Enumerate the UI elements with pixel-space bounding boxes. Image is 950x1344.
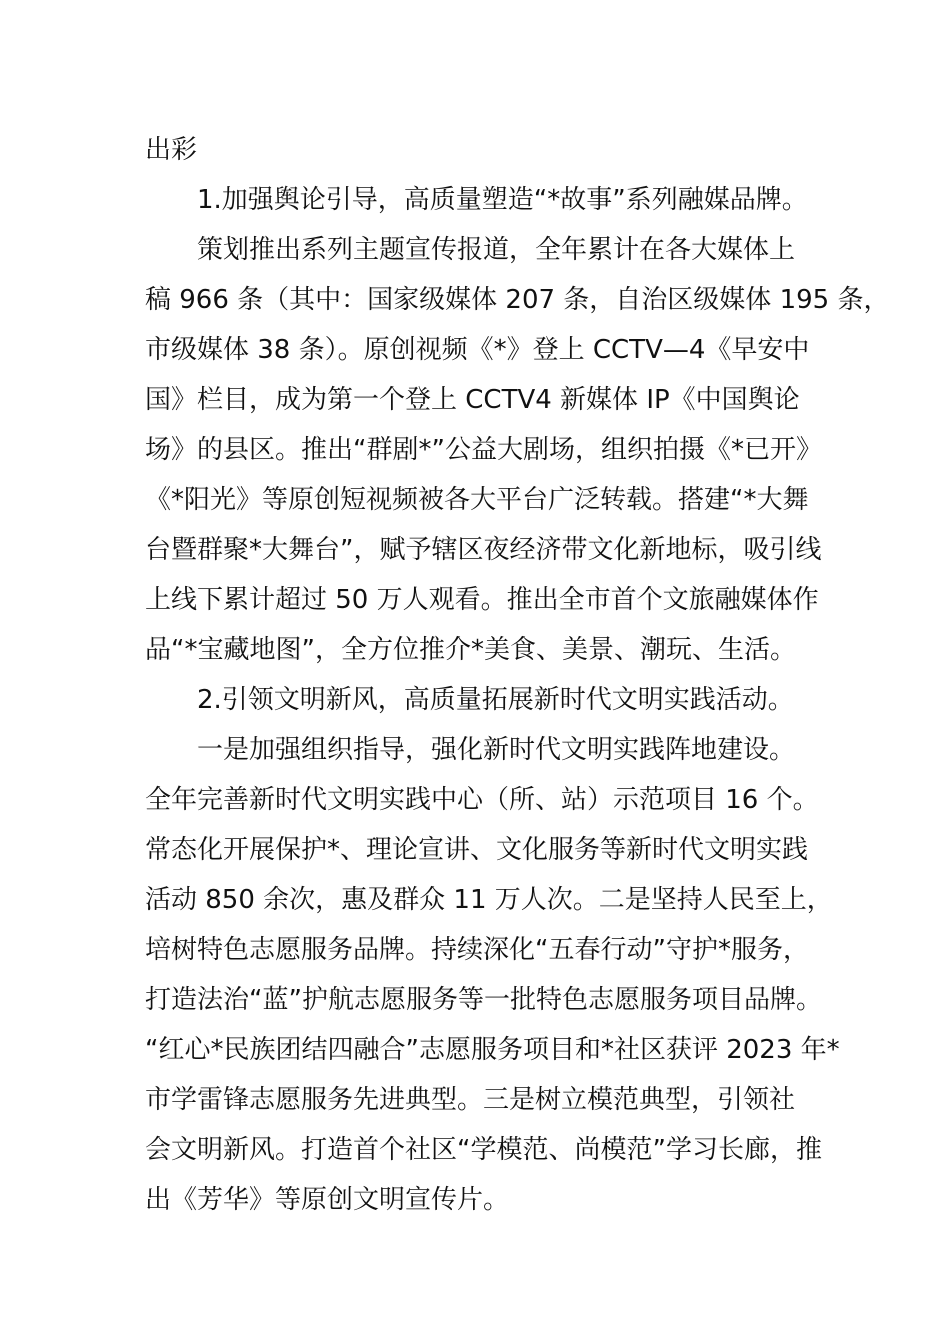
paragraph-line: 国》栏目，成为第一个登上 CCTV4 新媒体 IP《中国舆论 <box>145 385 800 415</box>
paragraph-line: 稿 966 条（其中：国家级媒体 207 条，自治区级媒体 195 条， <box>145 285 890 315</box>
paragraph-line: 市学雷锋志愿服务先进典型。三是树立模范典型，引领社 <box>145 1085 796 1115</box>
paragraph-line: 全年完善新时代文明实践中心（所、站）示范项目 16 个。 <box>145 785 819 815</box>
paragraph-line: 活动 850 余次，惠及群众 11 万人次。二是坚持人民至上， <box>145 885 833 915</box>
paragraph-line: 一是加强组织指导，强化新时代文明实践阵地建设。 <box>197 735 796 765</box>
paragraph-line: 策划推出系列主题宣传报道，全年累计在各大媒体上 <box>197 235 796 265</box>
paragraph-line: 市级媒体 38 条）。原创视频《*》登上 CCTV—4《早安中 <box>145 335 810 365</box>
paragraph-line: 台暨群聚*大舞台”，赋予辖区夜经济带文化新地标，吸引线 <box>145 535 822 565</box>
paragraph-line: 上线下累计超过 50 万人观看。推出全市首个文旅融媒体作 <box>145 585 819 615</box>
text-line: 出彩 <box>145 135 198 165</box>
paragraph-line: 品“*宝藏地图”，全方位推介*美食、美景、潮玩、生活。 <box>145 635 796 665</box>
paragraph-line: 《*阳光》等原创短视频被各大平台广泛转载。搭建“*大舞 <box>145 485 809 515</box>
section-heading-2: 2.引领文明新风，高质量拓展新时代文明实践活动。 <box>197 685 794 715</box>
paragraph-line: 场》的县区。推出“群剧*”公益大剧场，组织拍摄《*已开》 <box>145 435 822 465</box>
paragraph-line: 常态化开展保护*、理论宣讲、文化服务等新时代文明实践 <box>145 835 809 865</box>
paragraph-line: “红心*民族团结四融合”志愿服务项目和*社区获评 2023 年* <box>145 1035 840 1065</box>
section-heading-1: 1.加强舆论引导，高质量塑造“*故事”系列融媒品牌。 <box>197 185 808 215</box>
paragraph-line: 会文明新风。打造首个社区“学模范、尚模范”学习长廊，推 <box>145 1135 822 1165</box>
paragraph-line: 培树特色志愿服务品牌。持续深化“五春行动”守护*服务， <box>145 935 809 965</box>
paragraph-line: 打造法治“蓝”护航志愿服务等一批特色志愿服务项目品牌。 <box>145 985 822 1015</box>
paragraph-line: 出《芳华》等原创文明宣传片。 <box>145 1185 510 1215</box>
